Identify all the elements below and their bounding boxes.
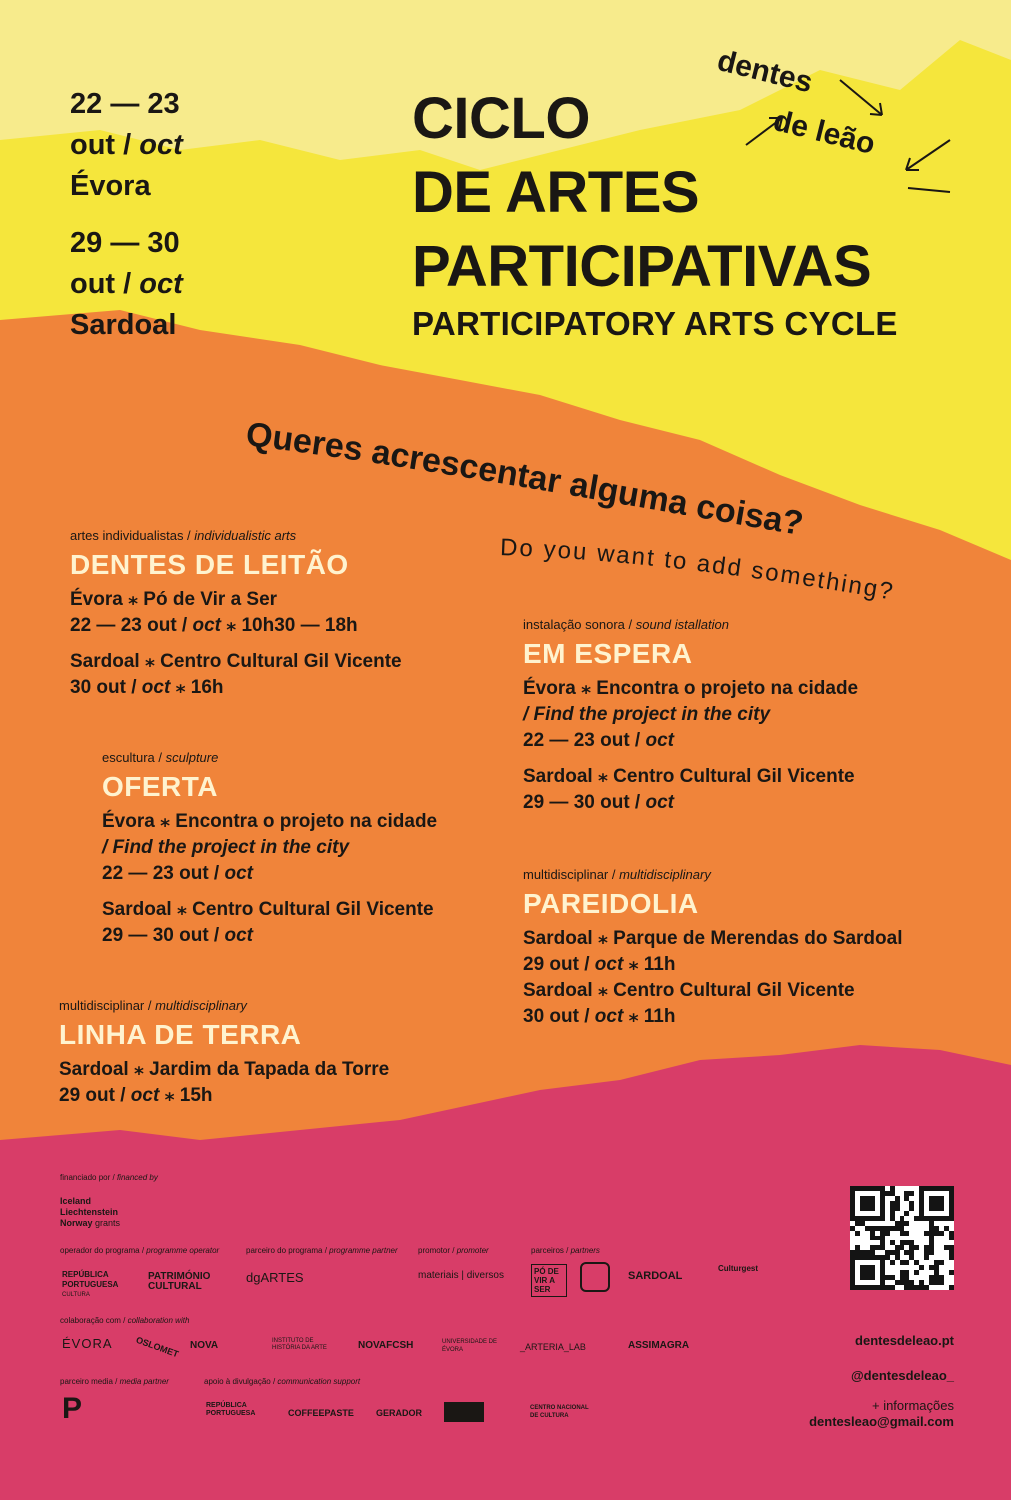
communication-support-label: apoio à divulgação / communication support — [204, 1377, 361, 1386]
event-oferta — [102, 750, 437, 949]
event-location: Sardoal ⁎ Jardim da Tapada da Torre — [59, 1059, 390, 1080]
event-time: 22 — 23 out / oct ⁎ 10h30 — 18h — [70, 615, 358, 636]
event-time: 29 out / oct ⁎ 11h — [523, 954, 676, 975]
svg-text:Queres acrescentar alguma cois — [244, 415, 806, 543]
event-location: Sardoal ⁎ Centro Cultural Gil Vicente — [102, 899, 434, 920]
qr-module — [949, 1285, 954, 1290]
event-location: Évora ⁎ Pó de Vir a Ser — [70, 589, 278, 610]
operator-label: operador do programa / programme operator — [60, 1246, 220, 1255]
social-handle[interactable]: @dentesdeleao_ — [851, 1368, 954, 1383]
event-time: 29 — 30 out / oct — [523, 792, 674, 813]
nova-logo: NOVA — [190, 1340, 219, 1351]
artes-logo-icon — [444, 1402, 484, 1422]
event-location: Évora ⁎ Encontra o projeto na cidade — [523, 678, 859, 699]
collaboration-label: colaboração com / collaboration with — [60, 1316, 190, 1325]
financed-by-label: financiado por / financed by — [60, 1173, 158, 1182]
gerador-logo: GERADOR — [376, 1408, 423, 1418]
partner-emblem-icon — [580, 1262, 610, 1292]
qr-code[interactable] — [850, 1186, 954, 1290]
evora-logo: ÉVORA — [62, 1336, 113, 1351]
event-location: Évora ⁎ Encontra o projeto na cidade — [102, 811, 438, 832]
event-pareidolia — [523, 867, 903, 1030]
event-category: instalação sonora / sound istallation — [523, 617, 729, 632]
event-title: OFERTA — [102, 771, 219, 802]
event-title: DENTES DE LEITÃO — [70, 549, 349, 580]
event-category: escultura / sculpture — [102, 750, 219, 765]
event-location: Sardoal ⁎ Centro Cultural Gil Vicente — [523, 766, 855, 787]
title-line-2: DE ARTES — [412, 160, 700, 225]
date-evora-city: Évora — [70, 170, 151, 202]
event-title: LINHA DE TERRA — [59, 1019, 302, 1050]
patrimonio-cultural-logo: PATRIMÓNIO CULTURAL — [148, 1271, 211, 1292]
centro-nacional-cultura-logo: CENTRO NACIONAL DE CULTURA — [530, 1405, 589, 1419]
event-title: EM ESPERA — [523, 638, 693, 669]
event-category: multidisciplinar / multidisciplinary — [523, 867, 711, 882]
event-linha-de-terra — [59, 998, 389, 1109]
date-sardoal-range: 29 — 30 — [70, 227, 180, 259]
page-subtitle: PARTICIPATORY ARTS CYCLE — [412, 305, 898, 342]
event-category: multidisciplinar / multidisciplinary — [59, 998, 247, 1013]
arteria-lab-logo: _ARTERIA_LAB — [520, 1342, 586, 1352]
assimagra-logo: ASSIMAGRA — [628, 1340, 690, 1351]
coffeepaste-logo: COFFEEPASTE — [288, 1408, 354, 1418]
partners-label: parceiros / partners — [531, 1246, 600, 1255]
event-note: / Find the project in the city — [523, 704, 771, 725]
po-de-vir-a-ser-logo: PÓ DE VIR A SER — [531, 1264, 567, 1297]
promoter-label: promotor / promoter — [418, 1246, 489, 1255]
event-em-espera — [523, 617, 858, 816]
tagline-en: Do you want to add something? — [499, 533, 897, 606]
iha-logo: INSTITUTO DE HISTÓRIA DA ARTE — [272, 1338, 327, 1351]
event-time: 22 — 23 out / oct — [523, 730, 674, 751]
date-evora-month: out / oct — [70, 129, 183, 161]
event-time: 22 — 23 out / oct — [102, 863, 253, 884]
universidade-evora-logo: UNIVERSIDADE DE ÉVORA — [442, 1339, 498, 1353]
date-evora-range: 22 — 23 — [70, 88, 180, 120]
partner-label: parceiro do programa / programme partner — [246, 1246, 398, 1255]
event-time: 30 out / oct ⁎ 11h — [523, 1006, 676, 1027]
event-location: Sardoal ⁎ Parque de Merendas do Sardoal — [523, 928, 903, 949]
website-link[interactable]: dentesdeleao.pt — [855, 1333, 954, 1348]
tagline-pt: Queres acrescentar alguma coisa? — [243, 415, 807, 544]
sardoal-logo: SARDOAL — [628, 1270, 683, 1282]
eea-grants-logo: Iceland Liechtenstein Norway grants — [60, 1196, 121, 1228]
novafcsh-logo: NOVAFCSH — [358, 1340, 414, 1351]
event-note: / Find the project in the city — [102, 837, 350, 858]
event-dentes-de-leitao — [70, 528, 402, 701]
materiais-diversos-logo: materiais | diversos — [418, 1270, 504, 1281]
event-location: Sardoal ⁎ Centro Cultural Gil Vicente — [523, 980, 855, 1001]
brand-word-2: de leão — [770, 104, 879, 162]
date-sardoal-month: out / oct — [70, 268, 183, 300]
oslomet-logo: OSLOMET — [134, 1334, 180, 1360]
title-line-1: CICLO — [412, 86, 590, 151]
event-time: 29 out / oct ⁎ 15h — [59, 1085, 213, 1106]
event-title: PAREIDOLIA — [523, 888, 699, 919]
event-time: 29 — 30 out / oct — [102, 925, 253, 946]
event-time: 30 out / oct ⁎ 16h — [70, 677, 224, 698]
event-location: Sardoal ⁎ Centro Cultural Gil Vicente — [70, 651, 402, 672]
date-sardoal-city: Sardoal — [70, 309, 177, 341]
event-category: artes individualistas / individualistic arts — [70, 528, 297, 543]
publico-logo: P — [62, 1392, 83, 1425]
more-info-label: + informações — [871, 1398, 954, 1413]
svg-text:Do you want to add something? — [500, 534, 897, 606]
media-partner-label: parceiro media / media partner — [60, 1377, 169, 1386]
brand-word-1: dentes — [714, 44, 816, 100]
title-line-3: PARTICIPATIVAS — [412, 234, 872, 299]
email-link[interactable]: dentesleao@gmail.com — [809, 1414, 954, 1429]
republica-portuguesa-logo: REPÚBLICA PORTUGUESA CULTURA — [62, 1270, 119, 1298]
dgartes-logo: dgARTES — [246, 1270, 304, 1285]
republica-portuguesa-alentejo-logo: REPÚBLICA PORTUGUESA — [206, 1402, 256, 1417]
culturgest-logo: Culturgest — [718, 1264, 758, 1273]
